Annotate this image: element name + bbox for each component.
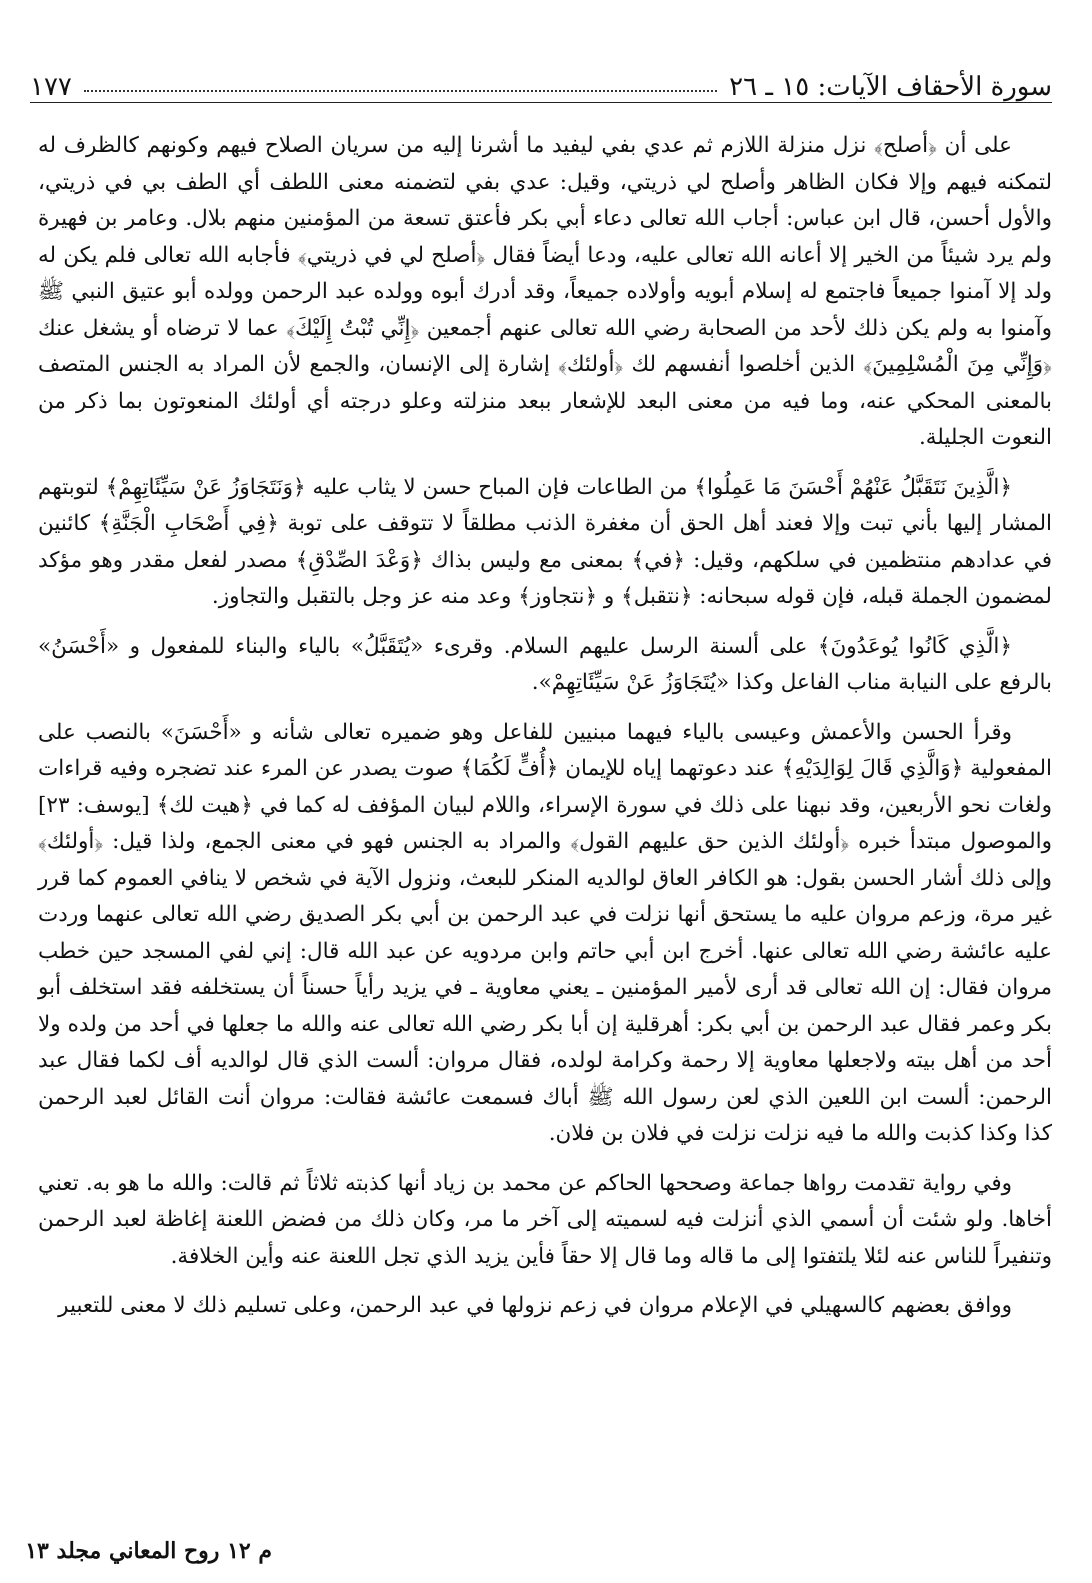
- paragraph-6: ووافق بعضهم كالسهيلي في الإعلام مروان في زعم نزولها في عبد الرحمن، وعلى تسليم ذلك لا معنى للتعبير: [58, 1293, 1012, 1318]
- leader-dots: [84, 90, 717, 92]
- paragraph-2: ﴿الَّذِينَ نَتَقَبَّلُ عَنْهُمْ أَحْسَنَ مَا عَمِلُوا﴾ من الطاعات فإن المباح حسن لا يثاب عليه ﴿وَنَتَجَاوَزُ عَنْ سَيِّئَاتِهِمْ﴾ لتوبتهم المشار إليها بأني تبت وإلا فعند أهل الحق أن مغفرة الذنب مطلقاً لا تتوقف على توبة ﴿فِي أَصْحَابِ الْجَنَّةِ﴾ كائنين في عدادهم منتظمين في سلكهم، وقيل: ﴿في﴾ بمعنى مع وليس بذاك ﴿وَعْدَ الصِّدْقِ﴾ مصدر لفعل مقدر وهو مؤكد لمضمون الجملة قبله، فإن قوله سبحانه: ﴿نتقبل﴾ و ﴿نتجاوز﴾ وعد منه عز وجل بالتقبل والتجاوز.: [38, 474, 1052, 609]
- main-text: [38, 128, 1052, 1338]
- running-header: [30, 62, 1052, 103]
- volume-signature: م ١٢ روح المعاني مجلد ١٣: [25, 1538, 272, 1564]
- surah-title: سورة الأحقاف الآيات: ١٥ ـ ٢٦: [729, 72, 1052, 102]
- paragraph-5: وفي رواية تقدمت رواها جماعة وصححها الحاكم عن محمد بن زياد أنها كذبته ثلاثاً ثم قالت: والله ما هو به. تعني أخاها. ولو شئت أن أسمي الذي أنزلت فيه لسميته إلى آخر ما مر، وكان ذلك من فضض اللعنة إغاظة لعبد الرحمن وتنفيراً للناس عنه لئلا يلتفتوا إلى ما قاله وما قال إلا حقاً فأين يزيد الذي تجل اللعنة عنه وأين الخلافة.: [38, 1170, 1052, 1269]
- paragraph-3: ﴿الَّذِي كَانُوا يُوعَدُونَ﴾ على ألسنة الرسل عليهم السلام. وقرىء «يُتَقَبَّلُ» بالياء والبناء للمفعول و «أَحْسَنُ» بالرفع على النيابة مناب الفاعل وكذا «يُتَجَاوَزُ عَنْ سَيِّئَاتِهِمْ».: [38, 633, 1052, 695]
- paragraph-1: على أن ﴿أصلح﴾ نزل منزلة اللازم ثم عدي بفي ليفيد ما أشرنا إليه من سريان الصلاح فيهم وكونهم كالظرف له لتمكنه فيهم وإلا فكان الظاهر وأصلح لي ذريتي، وقيل: عدي بفي لتضمنه معنى اللطف أي الطف بي في ذريتي، والأول أحسن، قال ابن عباس: أجاب الله تعالى دعاء أبي بكر فأعتق تسعة من المؤمنين منهم بلال. وعامر بن فهيرة ولم يرد شيئاً من الخير إلا أعانه الله تعالى عليه، ودعا أيضاً فقال ﴿أصلح لي في ذريتي﴾ فأجابه الله تعالى فلم يكن له ولد إلا آمنوا جميعاً فاجتمع له إسلام أبويه وأولاده جميعاً، وقد أدرك أبوه وولده عبد الرحمن وولده أبو عتيق النبي ﷺ وآمنوا به ولم يكن ذلك لأحد من الصحابة رضي الله تعالى عنهم أجمعين ﴿إِنِّي تُبْتُ إِلَيْكَ﴾ عما لا ترضاه أو يشغل عنك ﴿وَإِنِّي مِنَ الْمُسْلِمِينَ﴾ الذين أخلصوا أنفسهم لك ﴿أولئك﴾ إشارة إلى الإنسان، والجمع لأن المراد به الجنس المتصف بالمعنى المحكي عنه، وما فيه من معنى البعد للإشعار ببعد منزلته وعلو درجته أي أولئك المنعوتون بما ذكر من النعوت الجليلة.: [38, 133, 1052, 450]
- page-number: ١٧٧: [30, 72, 72, 102]
- paragraph-4: وقرأ الحسن والأعمش وعيسى بالياء فيهما مبنيين للفاعل وهو ضميره تعالى شأنه و «أَحْسَنَ» بالنصب على المفعولية ﴿وَالَّذِي قَالَ لِوَالِدَيْهِ﴾ عند دعوتهما إياه للإيمان ﴿أُفٍّ لَكُمَا﴾ صوت يصدر عن المرء عند تضجره وفيه قراءات ولغات نحو الأربعين، وقد نبهنا على ذلك في سورة الإسراء، واللام لبيان المؤفف له كما في ﴿هيت لك﴾ [يوسف: ٢٣] والموصول مبتدأ خبره ﴿أولئك الذين حق عليهم القول﴾ والمراد به الجنس فهو في معنى الجمع، ولذا قيل: ﴿أولئك﴾ وإلى ذلك أشار الحسن بقول: هو الكافر العاق لوالديه المنكر للبعث، ونزول الآية في شخص لا ينافي العموم كما قرر غير مرة، وزعم مروان عليه ما يستحق أنها نزلت في عبد الرحمن بن أبي بكر الصديق رضي الله تعالى عنهما وردت عليه عائشة رضي الله تعالى عنها. أخرج ابن أبي حاتم وابن مردويه عن عبد الله قال: إني لفي المسجد حين خطب مروان فقال: إن الله تعالى قد أرى لأمير المؤمنين ـ يعني معاوية ـ في يزيد رأياً حسناً أن يستخلفه فقد استخلف أبو بكر وعمر فقال عبد الرحمن بن أبي بكر: أهرقلية إن أبا بكر رضي الله تعالى عنه والله ما جعلها في أحد من ولده ولا أحد من أهل بيته ولاجعلها معاوية إلا رحمة وكرامة لولده، فقال مروان: ألست الذي قال لوالديه أف لكما فقال عبد الرحمن: ألست ابن اللعين الذي لعن رسول الله ﷺ أباك فسمعت عائشة فقالت: مروان أنت القائل لعبد الرحمن كذا وكذا كذبت والله ما فيه نزلت نزلت في فلان بن فلان.: [38, 719, 1052, 1146]
